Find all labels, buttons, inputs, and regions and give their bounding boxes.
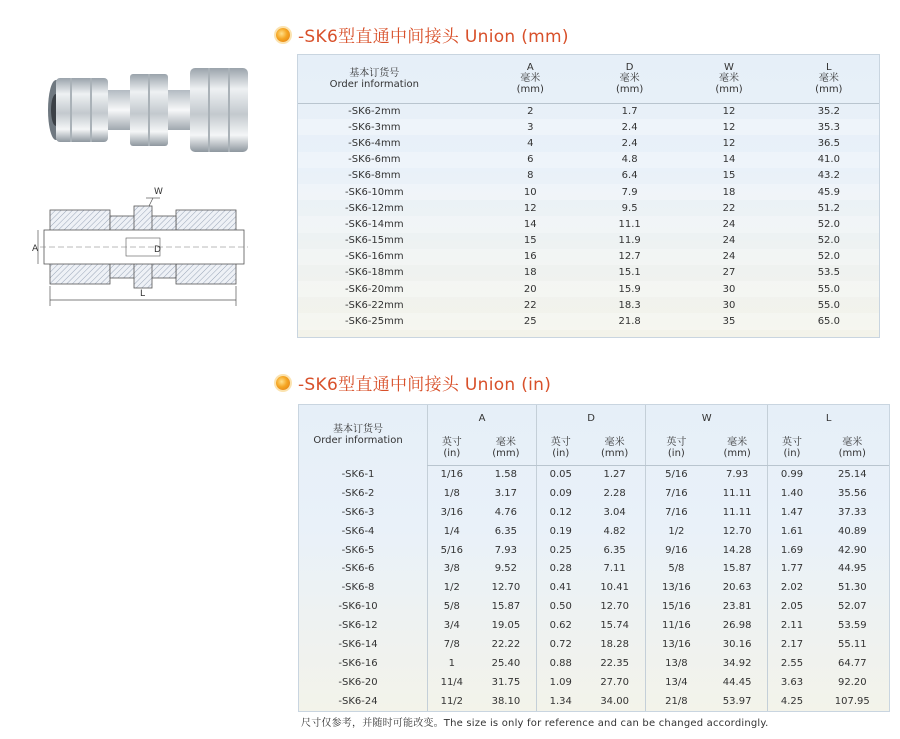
col-w-header (679, 55, 778, 103)
cell-l-in: 1.77 (768, 559, 816, 578)
cell-d: 1.7 (621, 105, 638, 117)
dim-w-label: W (154, 187, 163, 197)
col-d-mm-header (584, 431, 645, 465)
cell-l-mm: 44.95 (837, 563, 867, 575)
cell-d-in: 1.34 (537, 692, 585, 711)
cell-l: 45.9 (817, 186, 840, 198)
cell-d-in: 0.62 (537, 616, 585, 635)
cell-d-in: 1.09 (537, 673, 585, 692)
cell-a-mm: 38.10 (491, 695, 521, 707)
table-row (298, 281, 879, 297)
inch-table (299, 405, 889, 711)
cell-order: -SK6-5 (341, 544, 375, 556)
col-l-name: L (826, 62, 832, 74)
cell-d-in: 0.19 (537, 522, 585, 541)
cell-a: 2 (527, 105, 534, 117)
table-row (298, 216, 879, 232)
cell-a: 15 (523, 235, 537, 247)
cell-d: 11.9 (618, 235, 641, 247)
cell-d-mm: 2.28 (603, 487, 626, 499)
union-in-table (298, 404, 890, 712)
cell-d: 2.4 (621, 121, 638, 133)
col-a-unit-cn: 毫米 (520, 73, 541, 85)
cell-l: 43.2 (817, 170, 840, 182)
cell-d-mm: 18.28 (600, 638, 629, 650)
cell-order: -SK6-2 (341, 487, 375, 499)
cell-a: 25 (523, 316, 537, 328)
order-header (298, 55, 481, 103)
cell-a: 4 (527, 137, 534, 149)
col-l-unit: (mm) (815, 84, 843, 96)
col-l-unit-cn: 毫米 (818, 73, 839, 85)
col-d-group-header: D (537, 405, 646, 431)
cell-w-mm: 26.98 (722, 620, 752, 632)
cell-a: 18 (523, 267, 537, 279)
unit-cn-label: 英寸 (666, 436, 687, 448)
table-row (298, 184, 879, 200)
col-l-mm-header (816, 431, 889, 465)
cell-d-in: 0.09 (537, 484, 585, 503)
cell-l-mm: 92.20 (837, 676, 867, 688)
cell-l: 51.2 (817, 202, 840, 214)
cell-l-mm: 52.07 (837, 601, 867, 613)
cell-w-in: 5/8 (645, 559, 706, 578)
unit-cn-label: 毫米 (495, 436, 516, 448)
cell-w-in: 5/16 (645, 465, 706, 484)
cell-a: 20 (523, 283, 537, 295)
col-w-in-header (645, 431, 706, 465)
cell-l-mm: 37.33 (837, 506, 867, 518)
cell-d-mm: 34.00 (600, 695, 629, 707)
cell-order: -SK6-16 (338, 657, 378, 669)
cell-l-in: 2.11 (768, 616, 816, 635)
cell-w: 24 (722, 235, 736, 247)
table-row (299, 541, 889, 560)
col-l-header (779, 55, 879, 103)
cell-d: 15.9 (618, 283, 641, 295)
cell-order: -SK6-8mm (348, 170, 401, 182)
table-row (299, 559, 889, 578)
unit-label: (in) (443, 447, 461, 459)
col-w-mm-header (707, 431, 768, 465)
cell-l: 65.0 (817, 316, 840, 328)
order-header (299, 405, 428, 465)
cell-w-mm: 12.70 (722, 525, 752, 537)
col-w-name: W (724, 62, 734, 74)
col-w-unit: (mm) (715, 84, 743, 96)
cell-d-in: 0.12 (537, 503, 585, 522)
cell-l-mm: 25.14 (837, 469, 867, 481)
table-row (299, 673, 889, 692)
col-a-header (481, 55, 580, 103)
cell-l: 35.3 (817, 121, 840, 133)
cell-order: -SK6-12 (338, 620, 378, 632)
cell-a: 16 (523, 251, 537, 263)
cell-a-in: 11/2 (428, 692, 476, 711)
section2-title-text: -SK6型直通中间接头 Union (in) (298, 375, 552, 395)
dim-a-label: A (32, 244, 39, 254)
cell-l: 41.0 (817, 154, 840, 166)
cell-a-mm: 6.35 (494, 525, 518, 537)
unit-label: (mm) (838, 447, 866, 459)
cell-a-mm: 19.05 (491, 620, 521, 632)
cell-d-in: 0.25 (537, 541, 585, 560)
cell-d-in: 0.72 (537, 635, 585, 654)
orange-bullet-icon (276, 376, 290, 390)
cell-d-mm: 27.70 (600, 676, 629, 688)
cell-d-in: 0.05 (537, 465, 585, 484)
cell-w: 15 (722, 170, 736, 182)
col-a-unit: (mm) (516, 84, 544, 96)
cell-l: 52.0 (817, 235, 840, 247)
unit-label: (in) (783, 447, 801, 459)
cell-a-in: 5/16 (428, 541, 476, 560)
product-illustration (30, 60, 260, 334)
cell-a-mm: 3.17 (494, 487, 518, 499)
cell-d-mm: 7.11 (603, 563, 626, 575)
cell-d: 9.5 (621, 202, 638, 214)
cell-w: 14 (722, 154, 736, 166)
cell-order: -SK6-14 (338, 638, 378, 650)
cell-order: -SK6-1 (341, 468, 375, 480)
table-row (298, 313, 879, 329)
cell-order: -SK6-4mm (348, 137, 401, 149)
cell-w-mm: 15.87 (722, 563, 752, 575)
table-row (298, 249, 879, 265)
cell-w: 24 (722, 218, 736, 230)
cell-w-in: 13/16 (645, 578, 706, 597)
cell-w-in: 9/16 (645, 541, 706, 560)
cell-a-mm: 9.52 (494, 563, 518, 575)
cell-d: 7.9 (621, 186, 638, 198)
cell-l: 55.0 (817, 299, 840, 311)
mm-table (298, 55, 879, 330)
cell-d: 4.8 (621, 154, 638, 166)
cell-d: 2.4 (621, 137, 638, 149)
cell-w: 18 (722, 186, 736, 198)
cell-order: -SK6-22mm (344, 299, 404, 311)
cell-a-in: 1 (428, 654, 476, 673)
col-d-unit: (mm) (615, 84, 644, 96)
table-row (298, 152, 879, 168)
orange-bullet-icon (276, 28, 290, 42)
col-a-mm-header (476, 431, 537, 465)
table-row (298, 135, 879, 151)
cell-a-mm: 12.70 (491, 582, 521, 594)
cell-d-in: 0.88 (537, 654, 585, 673)
section1-title-text: -SK6型直通中间接头 Union (mm) (298, 27, 569, 47)
cell-w-in: 7/16 (645, 503, 706, 522)
cell-d-mm: 4.82 (603, 525, 626, 537)
cell-order: -SK6-12mm (344, 202, 404, 214)
unit-label: (mm) (492, 447, 520, 459)
cell-l-in: 2.17 (768, 635, 816, 654)
col-d-in-header (537, 431, 585, 465)
cell-w: 12 (722, 121, 736, 133)
union-fitting-image (30, 60, 260, 330)
cell-w-in: 13/8 (645, 654, 706, 673)
col-a-in-header (428, 431, 476, 465)
cell-d: 15.1 (618, 267, 641, 279)
unit-cn-label: 毫米 (842, 436, 863, 448)
table-row (299, 635, 889, 654)
cell-a-in: 11/4 (428, 673, 476, 692)
table-row (299, 503, 889, 522)
union-mm-table (297, 54, 880, 338)
cell-order: -SK6-20mm (344, 283, 404, 295)
cell-l: 52.0 (817, 251, 840, 263)
cell-w: 27 (722, 267, 736, 279)
cell-l-mm: 64.77 (837, 657, 867, 669)
cell-a: 14 (523, 218, 537, 230)
cell-a-mm: 15.87 (491, 601, 521, 613)
col-l-group-header: L (768, 405, 889, 431)
cell-order: -SK6-6mm (348, 154, 401, 166)
order-header-cn: 基本订货号 (333, 424, 383, 435)
col-d-name: D (625, 62, 634, 74)
order-header-en: Order information (313, 435, 403, 446)
cell-d-mm: 10.41 (600, 582, 629, 594)
cell-l-in: 0.99 (768, 465, 816, 484)
cell-w-mm: 44.45 (722, 676, 752, 688)
cell-a-mm: 22.22 (491, 638, 521, 650)
table-row (299, 578, 889, 597)
cell-order: -SK6-2mm (348, 105, 401, 117)
col-a-group-header: A (428, 405, 537, 431)
table-row (298, 168, 879, 184)
cell-order: -SK6-4 (341, 525, 375, 537)
cell-l-mm: 42.90 (837, 544, 867, 556)
dim-l-label: L (140, 289, 146, 299)
cell-w-in: 15/16 (645, 597, 706, 616)
fitting-photo (48, 68, 248, 152)
cell-d-in: 0.50 (537, 597, 585, 616)
cell-order: -SK6-15mm (344, 235, 404, 247)
cell-l-mm: 51.30 (837, 582, 867, 594)
cell-d: 12.7 (618, 251, 641, 263)
table-row (299, 616, 889, 635)
cell-d-mm: 3.04 (603, 506, 626, 518)
cell-w-in: 21/8 (645, 692, 706, 711)
cell-l: 36.5 (817, 137, 840, 149)
cell-l-in: 3.63 (768, 673, 816, 692)
col-l-in-header (768, 431, 816, 465)
table-row (298, 233, 879, 249)
cell-l-mm: 107.95 (834, 695, 870, 707)
cell-a-mm: 1.58 (494, 469, 518, 481)
cell-a: 8 (527, 170, 534, 182)
cell-w-in: 13/16 (645, 635, 706, 654)
cell-w-in: 7/16 (645, 484, 706, 503)
cell-w-mm: 30.16 (722, 638, 752, 650)
cell-a-in: 1/16 (428, 465, 476, 484)
cell-a: 10 (523, 186, 537, 198)
cell-d-mm: 15.74 (600, 620, 629, 632)
dim-d-label: D (154, 245, 161, 255)
cell-a-in: 7/8 (428, 635, 476, 654)
cell-a: 12 (523, 202, 537, 214)
cell-a-in: 1/4 (428, 522, 476, 541)
cell-w-mm: 14.28 (722, 544, 752, 556)
cell-l-in: 2.55 (768, 654, 816, 673)
cell-l-mm: 53.59 (837, 620, 867, 632)
cell-w: 35 (722, 316, 736, 328)
cell-d: 18.3 (618, 299, 641, 311)
cell-w: 22 (722, 202, 736, 214)
cell-l: 35.2 (817, 105, 840, 117)
cell-l-in: 2.02 (768, 578, 816, 597)
cell-order: -SK6-8 (341, 582, 375, 594)
cell-order: -SK6-10 (338, 601, 378, 613)
unit-cn-label: 英寸 (781, 436, 802, 448)
cell-w-mm: 20.63 (722, 582, 752, 594)
cell-w: 30 (722, 283, 736, 295)
cell-a-mm: 31.75 (491, 676, 521, 688)
cell-d-in: 0.41 (537, 578, 585, 597)
cell-d-mm: 22.35 (600, 657, 629, 669)
cell-a-in: 5/8 (428, 597, 476, 616)
cell-a: 3 (527, 121, 534, 133)
footnote: 尺寸仅参考，并随时可能改变。The size is only for reference and can be changed accordingly. (301, 718, 769, 729)
cell-order: -SK6-20 (338, 676, 378, 688)
cell-order: -SK6-14mm (344, 218, 404, 230)
cell-a-in: 1/2 (428, 578, 476, 597)
cell-l-in: 1.40 (768, 484, 816, 503)
unit-cn-label: 毫米 (727, 436, 748, 448)
table-row (298, 265, 879, 281)
cell-d: 6.4 (621, 170, 638, 182)
table-row (298, 119, 879, 135)
cell-w-in: 13/4 (645, 673, 706, 692)
col-d-header (580, 55, 679, 103)
cell-l-mm: 35.56 (837, 487, 867, 499)
cell-l: 55.0 (817, 283, 840, 295)
table-row (299, 654, 889, 673)
cell-order: -SK6-6 (341, 563, 375, 575)
cell-order: -SK6-18mm (344, 267, 404, 279)
table-row (299, 597, 889, 616)
cell-a-mm: 7.93 (494, 544, 518, 556)
cell-l-in: 1.61 (768, 522, 816, 541)
col-w-group-header: W (645, 405, 767, 431)
cell-l-mm: 40.89 (837, 525, 867, 537)
cell-l: 53.5 (817, 267, 840, 279)
table-row (298, 200, 879, 216)
cell-w: 30 (722, 299, 736, 311)
table-row (299, 465, 889, 484)
cell-w: 24 (722, 251, 736, 263)
cell-l: 52.0 (817, 218, 840, 230)
cell-w-mm: 11.11 (722, 487, 752, 499)
cell-a: 6 (527, 154, 534, 166)
table-row (299, 522, 889, 541)
cell-w: 12 (722, 105, 736, 117)
cell-l-in: 2.05 (768, 597, 816, 616)
cell-d-mm: 12.70 (600, 601, 629, 613)
cell-order: -SK6-3 (341, 506, 375, 518)
cell-l-in: 1.47 (768, 503, 816, 522)
cell-a: 22 (523, 299, 537, 311)
order-header-cn: 基本订货号 (349, 67, 400, 79)
unit-cn-label: 毫米 (604, 436, 625, 448)
cell-d-in: 0.28 (537, 559, 585, 578)
cell-w: 12 (722, 137, 736, 149)
cell-a-in: 3/4 (428, 616, 476, 635)
cell-d-mm: 6.35 (603, 544, 626, 556)
cell-w-in: 11/16 (645, 616, 706, 635)
cell-l-mm: 55.11 (837, 638, 867, 650)
cell-l-in: 1.69 (768, 541, 816, 560)
cell-d: 21.8 (618, 316, 641, 328)
cell-a-in: 3/16 (428, 503, 476, 522)
cell-a-in: 1/8 (428, 484, 476, 503)
cell-order: -SK6-16mm (344, 251, 404, 263)
unit-label: (in) (667, 447, 685, 459)
section1-title (276, 22, 569, 47)
cell-d: 11.1 (618, 218, 641, 230)
table-row (298, 103, 879, 119)
table-row (299, 692, 889, 711)
cell-w-mm: 53.97 (722, 695, 752, 707)
cell-w-mm: 23.81 (722, 601, 752, 613)
order-header-en: Order information (329, 78, 419, 90)
col-w-unit-cn: 毫米 (718, 73, 739, 85)
unit-label: (mm) (723, 447, 751, 459)
unit-label: (in) (552, 447, 570, 459)
cell-a-mm: 25.40 (491, 657, 521, 669)
unit-cn-label: 英寸 (550, 436, 571, 448)
cell-w-mm: 34.92 (722, 657, 752, 669)
col-d-unit-cn: 毫米 (619, 73, 640, 85)
section2-title (276, 370, 551, 395)
cell-w-mm: 11.11 (722, 506, 752, 518)
col-a-name: A (526, 62, 534, 74)
cell-a-in: 3/8 (428, 559, 476, 578)
cross-section-drawing (32, 187, 248, 306)
cell-order: -SK6-24 (338, 695, 378, 707)
cell-w-in: 1/2 (645, 522, 706, 541)
cell-a-mm: 4.76 (494, 506, 518, 518)
cell-order: -SK6-25mm (344, 316, 404, 328)
cell-l-in: 4.25 (768, 692, 816, 711)
unit-cn-label: 英寸 (441, 436, 462, 448)
table-row (298, 297, 879, 313)
cell-order: -SK6-3mm (348, 121, 401, 133)
cell-d-mm: 1.27 (603, 469, 626, 481)
cell-w-mm: 7.93 (725, 469, 749, 481)
unit-label: (mm) (600, 447, 629, 459)
table-row (299, 484, 889, 503)
cell-order: -SK6-10mm (344, 186, 404, 198)
